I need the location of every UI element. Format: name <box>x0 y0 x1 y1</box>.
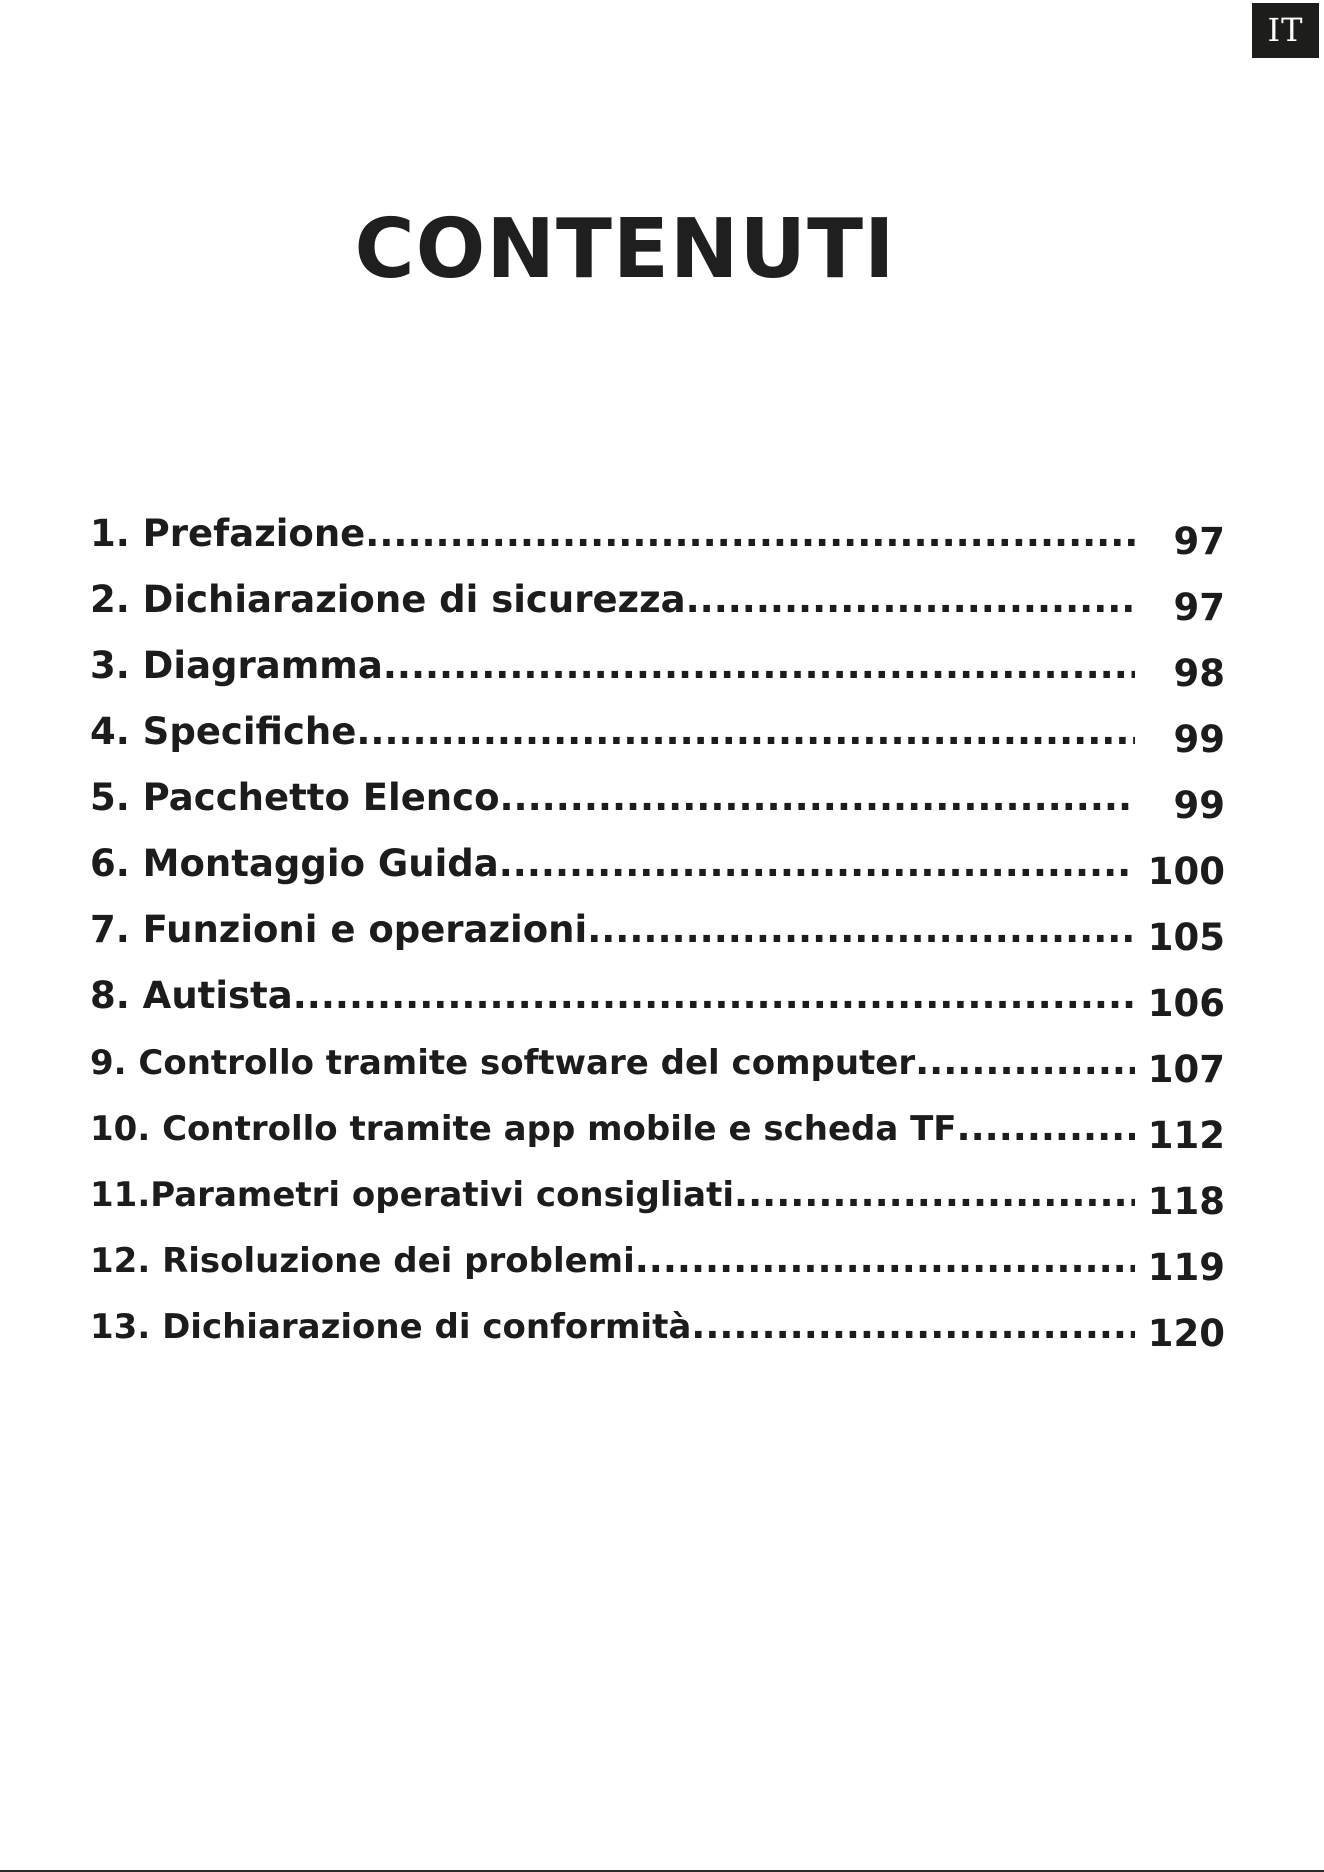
toc-entry-label: 12. Risoluzione dei problemi <box>90 1241 635 1281</box>
toc-entry-page: 120 <box>1147 1312 1225 1355</box>
dot-leader <box>691 1304 1135 1347</box>
toc-entry-page: 97 <box>1173 520 1225 563</box>
dot-leader <box>686 578 1135 621</box>
toc-entry-label: 7. Funzioni e operazioni <box>90 908 588 951</box>
dot-leader <box>587 908 1135 951</box>
toc-entry-parametri-operativi[interactable] <box>90 1172 1225 1238</box>
toc-entry-label: 8. Autista <box>90 974 293 1017</box>
toc-entry-label: 4. Specifiche <box>90 710 357 753</box>
dot-leader <box>499 842 1135 885</box>
toc-entry-specifiche[interactable] <box>90 710 1225 776</box>
toc-entry-page: 98 <box>1173 652 1225 695</box>
toc-entry-dichiarazione-conformita[interactable] <box>90 1304 1225 1370</box>
toc-entry-diagramma[interactable] <box>90 644 1225 710</box>
dot-leader <box>383 644 1135 687</box>
toc-entry-page: 107 <box>1147 1048 1225 1091</box>
toc-entry-page: 100 <box>1147 850 1225 893</box>
toc-entry-label: 6. Montaggio Guida <box>90 842 499 885</box>
toc-entry-prefazione[interactable] <box>90 512 1225 578</box>
toc-entry-autista[interactable] <box>90 974 1225 1040</box>
toc-entry-dichiarazione-sicurezza[interactable] <box>90 578 1225 644</box>
toc-entry-funzioni-operazioni[interactable] <box>90 908 1225 974</box>
toc-entry-label: 3. Diagramma <box>90 644 383 687</box>
toc-entry-page: 99 <box>1173 718 1225 761</box>
toc-entry-page: 105 <box>1147 916 1225 959</box>
toc-entry-page: 99 <box>1173 784 1225 827</box>
toc-entry-page: 112 <box>1147 1114 1225 1157</box>
toc-entry-label: 1. Prefazione <box>90 512 366 555</box>
dot-leader <box>957 1106 1135 1149</box>
toc-entry-page: 119 <box>1147 1246 1225 1289</box>
toc-entry-page: 97 <box>1173 586 1225 629</box>
dot-leader <box>500 776 1136 819</box>
toc-entry-controllo-app[interactable] <box>90 1106 1225 1172</box>
toc-entry-label: 2. Dichiarazione di sicurezza <box>90 578 686 621</box>
toc-entry-risoluzione-problemi[interactable] <box>90 1238 1225 1304</box>
language-badge: IT <box>1252 3 1319 58</box>
toc-entry-label: 10. Controllo tramite app mobile e scheda TF <box>90 1109 957 1149</box>
table-of-contents <box>90 512 1225 1370</box>
page-title: CONTENUTI <box>354 202 896 297</box>
dot-leader <box>365 512 1135 555</box>
toc-entry-label: 9. Controllo tramite software del computer <box>90 1043 916 1083</box>
dot-leader <box>293 974 1135 1017</box>
dot-leader <box>356 710 1135 753</box>
toc-entry-page: 118 <box>1147 1180 1225 1223</box>
toc-entry-montaggio-guida[interactable] <box>90 842 1225 908</box>
dot-leader <box>635 1238 1135 1281</box>
dot-leader <box>734 1172 1135 1215</box>
toc-entry-label: 11.Parametri operativi consigliati <box>90 1175 735 1215</box>
toc-entry-pacchetto-elenco[interactable] <box>90 776 1225 842</box>
toc-entry-controllo-software[interactable] <box>90 1040 1225 1106</box>
toc-entry-page: 106 <box>1147 982 1225 1025</box>
dot-leader <box>915 1040 1135 1083</box>
toc-entry-label: 13. Dichiarazione di conformità <box>90 1307 692 1347</box>
toc-entry-label: 5. Pacchetto Elenco <box>90 776 500 819</box>
